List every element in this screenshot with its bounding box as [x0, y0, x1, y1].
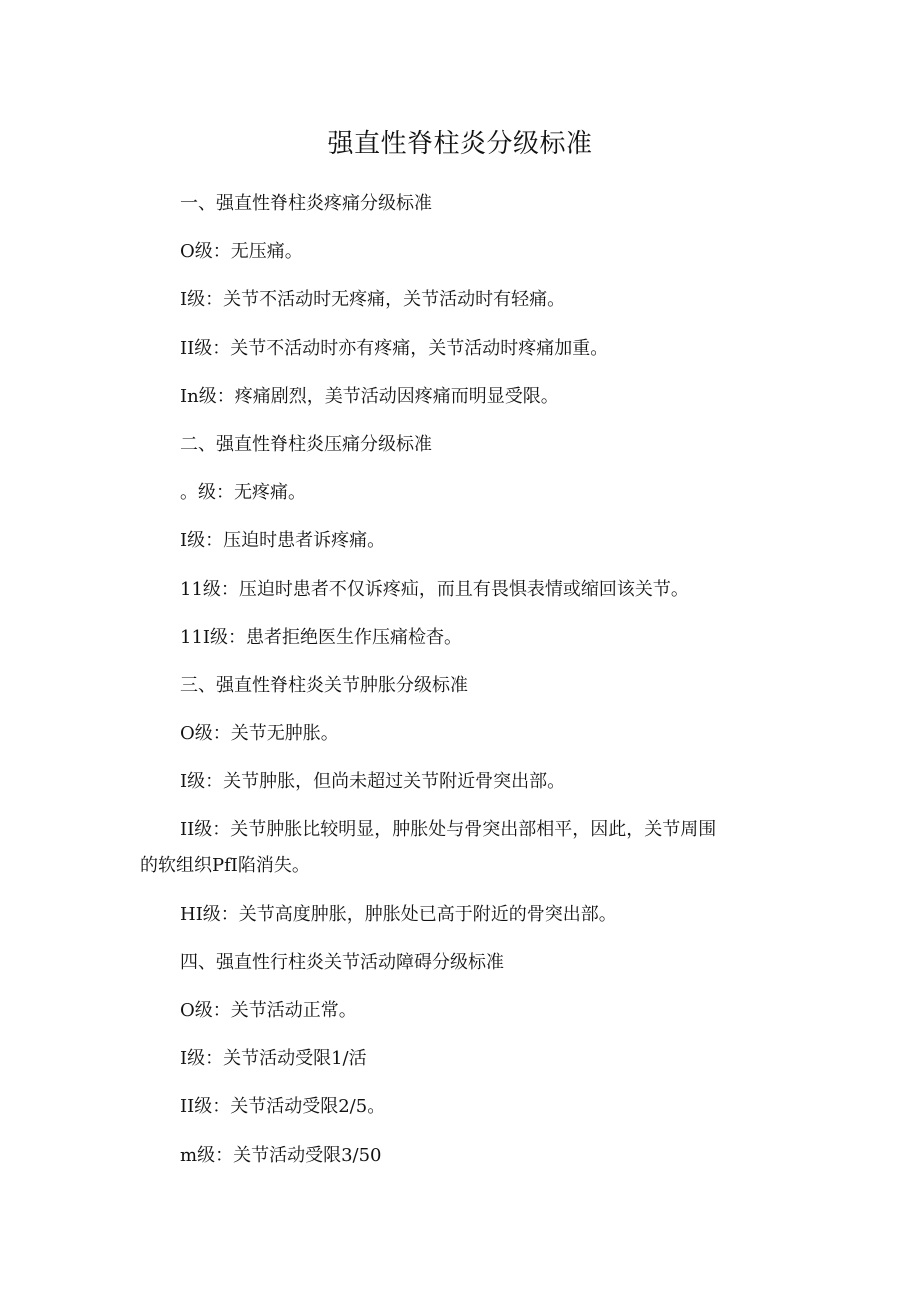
pain-grade-2: II级：关节不活动时亦有疼痛，关节活动时疼痛加重。	[180, 337, 609, 359]
section-heading-pain: 一、强直性脊柱炎疼痛分级标准	[180, 193, 432, 214]
swelling-grade-3: HI级：关节高度肿胀，肿胀处已高于附近的骨突出部。	[180, 903, 617, 925]
swelling-grade-0: O级：关节无肿胀。	[180, 723, 339, 745]
tenderness-grade-2: 11级：压迫时患者不仅诉疼疝，而且有畏惧表情或缩回该关节。	[180, 578, 689, 600]
pain-grade-1: I级：关节不活动时无疼痛，关节活动时有轻痛。	[180, 289, 566, 311]
mobility-grade-1: I级：关节活动受限1/活	[180, 1048, 367, 1070]
mobility-grade-3: m级：关节活动受限3/50	[180, 1144, 382, 1166]
pain-grade-0: O级：无压痛。	[180, 241, 303, 263]
section-heading-mobility: 四、强直性行柱炎关节活动障碍分级标准	[180, 951, 504, 973]
section-heading-tenderness: 二、强直性脊柱炎压痛分级标准	[180, 433, 432, 455]
swelling-grade-2-continued: 的软组织PfI陷消失。	[140, 855, 310, 877]
swelling-grade-2: II级：关节肿胀比较明显，肿胀处与骨突出部相平，因此，关节周围	[180, 819, 717, 841]
mobility-grade-2: II级：关节活动受限2/5。	[180, 1096, 386, 1118]
tenderness-grade-1: I级：压迫时患者诉疼痛。	[180, 530, 386, 552]
document-body	[140, 192, 780, 1192]
mobility-grade-0: O级：关节活动正常。	[180, 1000, 357, 1021]
tenderness-grade-0: 。级：无疼痛。	[180, 482, 306, 504]
pain-grade-3: In级：疼痛剧烈，美节活动因疼痛而明显受限。	[180, 385, 559, 407]
section-heading-swelling: 三、强直性脊柱炎关节肿胀分级标准	[180, 674, 468, 696]
swelling-grade-1: I级：关节肿胀，但尚未超过关节附近骨突出部。	[180, 771, 566, 793]
document-title: 强直性脊柱炎分级标准	[327, 129, 593, 159]
tenderness-grade-3: 11I级：患者拒绝医生作压痛检杳。	[180, 626, 463, 648]
